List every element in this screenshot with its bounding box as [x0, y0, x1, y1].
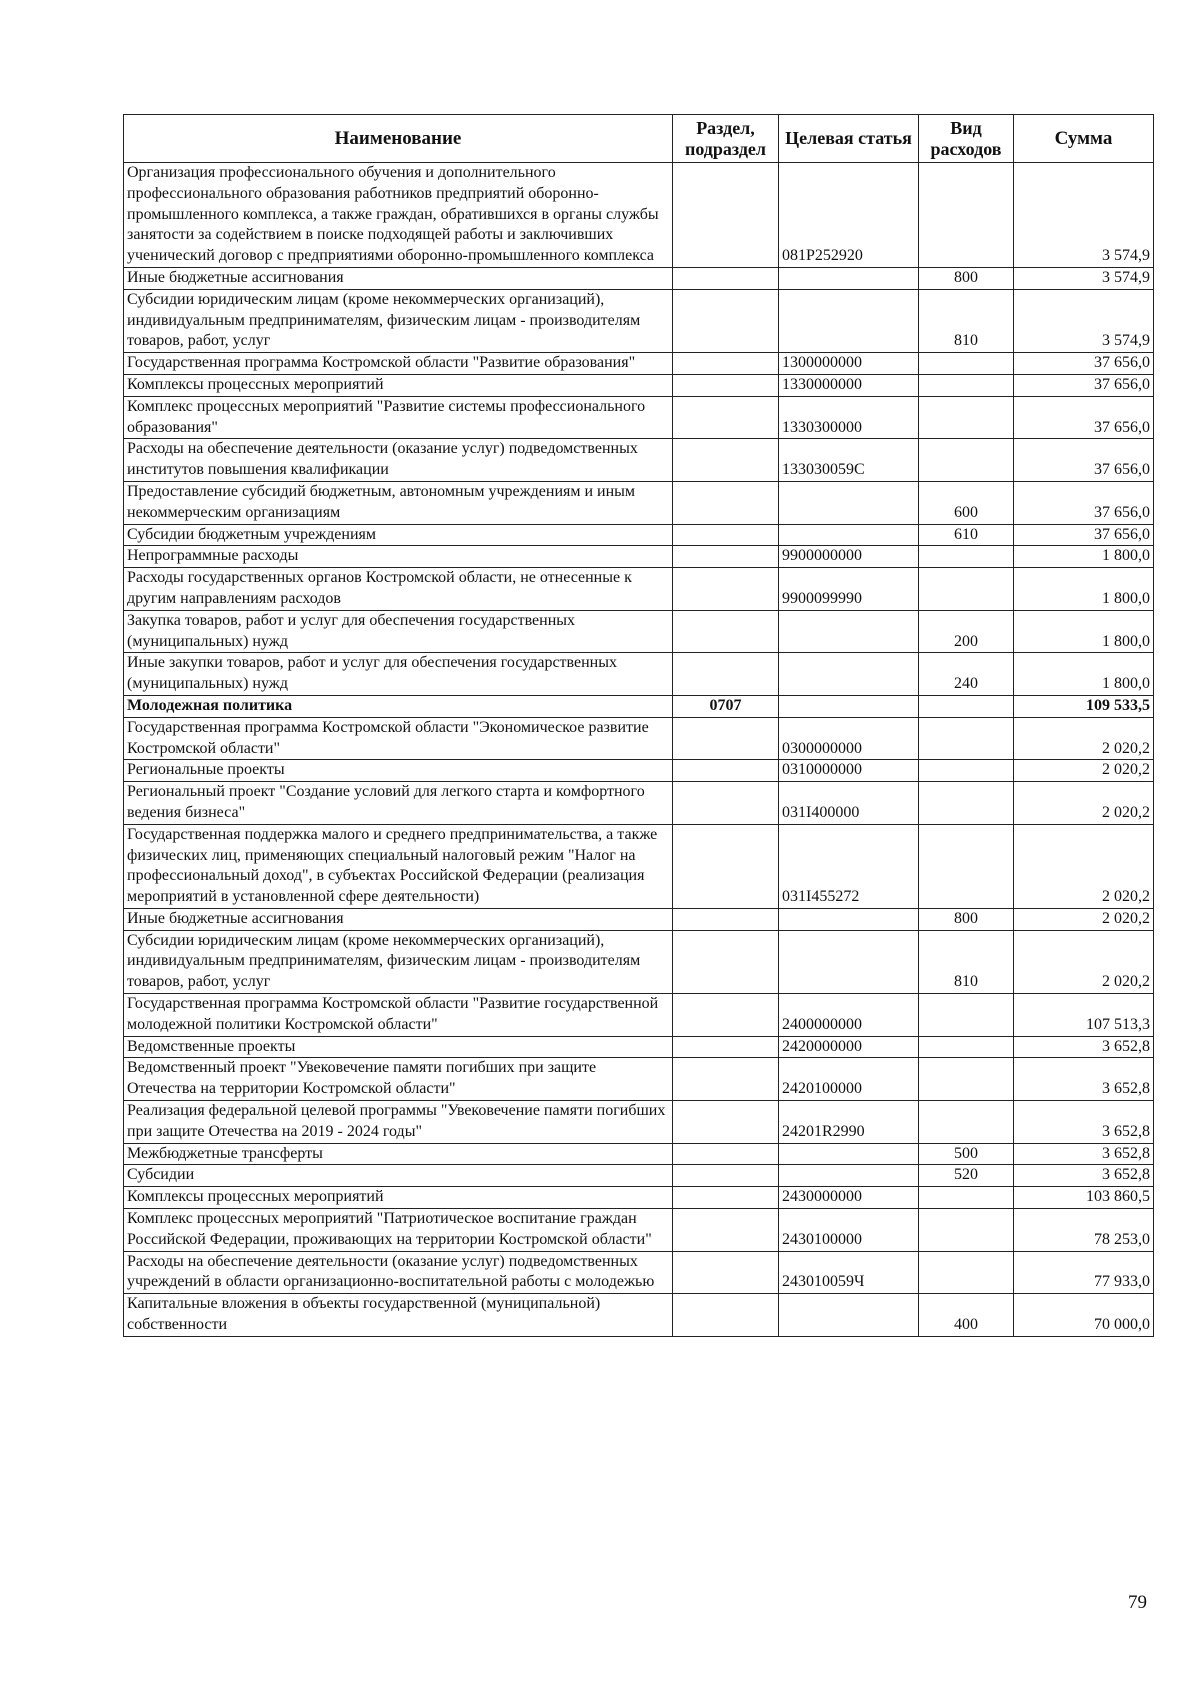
cell-section — [673, 163, 779, 268]
cell-section — [673, 717, 779, 760]
cell-name: Иные бюджетные ассигнования — [124, 267, 673, 289]
table-row — [124, 695, 1154, 717]
cell-name: Комплекс процессных мероприятий "Развитие системы профессионального образования" — [124, 396, 673, 439]
cell-target-code: 2400000000 — [779, 994, 919, 1037]
cell-expense-type — [919, 546, 1014, 568]
cell-section — [673, 1143, 779, 1165]
cell-target-code: 1330000000 — [779, 374, 919, 396]
cell-section — [673, 760, 779, 782]
cell-name: Государственная программа Костромской области "Развитие государственной молодежной политики Костромской области" — [124, 994, 673, 1037]
cell-section — [673, 994, 779, 1037]
cell-section — [673, 824, 779, 908]
cell-expense-type: 800 — [919, 908, 1014, 930]
cell-name: Иные закупки товаров, работ и услуг для обеспечения государственных (муниципальных) нужд — [124, 653, 673, 696]
cell-expense-type — [919, 1187, 1014, 1209]
cell-name: Комплекс процессных мероприятий "Патриотическое воспитание граждан Российской Федерации, проживающих на территории Костромской области" — [124, 1209, 673, 1252]
cell-expense-type — [919, 353, 1014, 375]
cell-target-code: 1330300000 — [779, 396, 919, 439]
cell-sum: 37 656,0 — [1014, 353, 1154, 375]
table-body — [124, 163, 1154, 1337]
cell-name: Предоставление субсидий бюджетным, автономным учреждениям и иным некоммерческим организациям — [124, 481, 673, 524]
table-row — [124, 396, 1154, 439]
table-row — [124, 1209, 1154, 1252]
cell-sum: 2 020,2 — [1014, 782, 1154, 825]
cell-section — [673, 546, 779, 568]
cell-sum: 37 656,0 — [1014, 481, 1154, 524]
cell-section — [673, 1251, 779, 1294]
table-row — [124, 481, 1154, 524]
cell-target-code: 2420000000 — [779, 1036, 919, 1058]
cell-expense-type: 610 — [919, 524, 1014, 546]
table-row — [124, 760, 1154, 782]
cell-sum: 3 574,9 — [1014, 267, 1154, 289]
cell-sum: 2 020,2 — [1014, 717, 1154, 760]
cell-name: Расходы государственных органов Костромской области, не отнесенные к другим направлениям расходов — [124, 568, 673, 611]
cell-name: Организация профессионального обучения и дополнительного профессионального образования работников предприятий оборонно-промышленного комплекса, а также граждан, обратившихся в органы службы занятости за содействием в поиске подходящей работы и заключивших ученический договор с предприятиями оборонно-промышленного комплекса — [124, 163, 673, 268]
table-row — [124, 1143, 1154, 1165]
cell-expense-type: 800 — [919, 267, 1014, 289]
cell-target-code: 0300000000 — [779, 717, 919, 760]
table-row — [124, 1251, 1154, 1294]
cell-target-code: 9900099990 — [779, 568, 919, 611]
cell-target-code — [779, 267, 919, 289]
cell-name: Непрограммные расходы — [124, 546, 673, 568]
cell-name: Субсидии бюджетным учреждениям — [124, 524, 673, 546]
cell-target-code — [779, 610, 919, 653]
cell-expense-type: 810 — [919, 930, 1014, 993]
table-row — [124, 610, 1154, 653]
cell-name: Иные бюджетные ассигнования — [124, 908, 673, 930]
cell-sum: 3 574,9 — [1014, 289, 1154, 352]
cell-target-code: 24201R2990 — [779, 1101, 919, 1144]
cell-expense-type: 520 — [919, 1165, 1014, 1187]
cell-name: Ведомственные проекты — [124, 1036, 673, 1058]
table-row — [124, 717, 1154, 760]
table-row — [124, 289, 1154, 352]
cell-target-code — [779, 930, 919, 993]
cell-sum: 37 656,0 — [1014, 439, 1154, 482]
cell-name: Региональные проекты — [124, 760, 673, 782]
cell-section — [673, 353, 779, 375]
cell-name: Расходы на обеспечение деятельности (оказание услуг) подведомственных учреждений в области организационно-воспитательной работы с молодежью — [124, 1251, 673, 1294]
cell-section — [673, 1165, 779, 1187]
cell-name: Молодежная политика — [124, 695, 673, 717]
cell-target-code: 133030059С — [779, 439, 919, 482]
table-row — [124, 353, 1154, 375]
cell-section — [673, 396, 779, 439]
cell-sum: 2 020,2 — [1014, 908, 1154, 930]
table-row — [124, 994, 1154, 1037]
cell-target-code: 031I400000 — [779, 782, 919, 825]
cell-target-code: 0310000000 — [779, 760, 919, 782]
cell-sum: 1 800,0 — [1014, 610, 1154, 653]
cell-name: Капитальные вложения в объекты государственной (муниципальной) собственности — [124, 1294, 673, 1337]
page-number: 79 — [1128, 1592, 1147, 1613]
cell-sum: 37 656,0 — [1014, 396, 1154, 439]
header-sum: Сумма — [1014, 115, 1154, 163]
table-row — [124, 930, 1154, 993]
cell-sum: 2 020,2 — [1014, 930, 1154, 993]
cell-sum: 109 533,5 — [1014, 695, 1154, 717]
cell-section — [673, 1036, 779, 1058]
cell-section — [673, 439, 779, 482]
cell-name: Реализация федеральной целевой программы "Увековечение памяти погибших при защите Отечества на 2019 - 2024 годы" — [124, 1101, 673, 1144]
cell-target-code: 243010059Ч — [779, 1251, 919, 1294]
cell-name: Субсидии юридическим лицам (кроме некоммерческих организаций), индивидуальным предпринимателям, физическим лицам - производителям товаров, работ, услуг — [124, 930, 673, 993]
table-row — [124, 1294, 1154, 1337]
table-header — [124, 115, 1154, 163]
cell-target-code — [779, 481, 919, 524]
table-row — [124, 1036, 1154, 1058]
table-row — [124, 374, 1154, 396]
cell-name: Комплексы процессных мероприятий — [124, 374, 673, 396]
cell-name: Закупка товаров, работ и услуг для обеспечения государственных (муниципальных) нужд — [124, 610, 673, 653]
cell-name: Государственная программа Костромской области "Развитие образования" — [124, 353, 673, 375]
cell-target-code — [779, 1294, 919, 1337]
cell-sum: 37 656,0 — [1014, 524, 1154, 546]
cell-sum: 3 652,8 — [1014, 1143, 1154, 1165]
cell-expense-type — [919, 439, 1014, 482]
cell-target-code — [779, 695, 919, 717]
cell-section — [673, 908, 779, 930]
cell-expense-type — [919, 1058, 1014, 1101]
cell-sum: 77 933,0 — [1014, 1251, 1154, 1294]
table-row — [124, 653, 1154, 696]
table-row — [124, 267, 1154, 289]
cell-section — [673, 289, 779, 352]
cell-section — [673, 782, 779, 825]
cell-section — [673, 374, 779, 396]
table-row — [124, 1101, 1154, 1144]
cell-sum: 3 652,8 — [1014, 1036, 1154, 1058]
cell-sum: 78 253,0 — [1014, 1209, 1154, 1252]
cell-expense-type: 400 — [919, 1294, 1014, 1337]
table-row — [124, 1058, 1154, 1101]
cell-name: Государственная поддержка малого и среднего предпринимательства, а также физических лиц, применяющих специальный налоговый режим "Налог на профессиональный доход", в субъектах Российской Федерации (реализация мероприятий в установленной сфере деятельности) — [124, 824, 673, 908]
cell-expense-type: 810 — [919, 289, 1014, 352]
cell-name: Ведомственный проект "Увековечение памяти погибших при защите Отечества на территории Костромской области" — [124, 1058, 673, 1101]
cell-target-code: 2430100000 — [779, 1209, 919, 1252]
cell-sum: 107 513,3 — [1014, 994, 1154, 1037]
table-row — [124, 163, 1154, 268]
cell-expense-type: 500 — [919, 1143, 1014, 1165]
cell-section — [673, 930, 779, 993]
cell-target-code: 2430000000 — [779, 1187, 919, 1209]
cell-sum: 2 020,2 — [1014, 760, 1154, 782]
cell-target-code: 9900000000 — [779, 546, 919, 568]
table-row — [124, 568, 1154, 611]
cell-sum: 1 800,0 — [1014, 568, 1154, 611]
cell-expense-type: 200 — [919, 610, 1014, 653]
cell-expense-type: 240 — [919, 653, 1014, 696]
table-row — [124, 1165, 1154, 1187]
table-row — [124, 782, 1154, 825]
cell-expense-type — [919, 782, 1014, 825]
cell-sum: 2 020,2 — [1014, 824, 1154, 908]
cell-expense-type — [919, 760, 1014, 782]
cell-expense-type — [919, 568, 1014, 611]
cell-target-code — [779, 908, 919, 930]
cell-section — [673, 267, 779, 289]
cell-section — [673, 1209, 779, 1252]
cell-expense-type: 600 — [919, 481, 1014, 524]
cell-section — [673, 1101, 779, 1144]
cell-target-code: 2420100000 — [779, 1058, 919, 1101]
cell-target-code — [779, 1165, 919, 1187]
table-row — [124, 524, 1154, 546]
cell-expense-type — [919, 1251, 1014, 1294]
cell-name: Региональный проект "Создание условий для легкого старта и комфортного ведения бизнеса" — [124, 782, 673, 825]
header-section: Раздел, подраздел — [673, 115, 779, 163]
cell-sum: 3 652,8 — [1014, 1165, 1154, 1187]
cell-name: Государственная программа Костромской области "Экономическое развитие Костромской области" — [124, 717, 673, 760]
table-row — [124, 546, 1154, 568]
cell-sum: 1 800,0 — [1014, 546, 1154, 568]
cell-expense-type — [919, 374, 1014, 396]
cell-target-code: 031I455272 — [779, 824, 919, 908]
cell-expense-type — [919, 1101, 1014, 1144]
cell-name: Субсидии — [124, 1165, 673, 1187]
cell-target-code: 1300000000 — [779, 353, 919, 375]
cell-section — [673, 1058, 779, 1101]
cell-name: Расходы на обеспечение деятельности (оказание услуг) подведомственных институтов повышения квалификации — [124, 439, 673, 482]
budget-table — [123, 114, 1154, 1337]
cell-name: Межбюджетные трансферты — [124, 1143, 673, 1165]
cell-expense-type — [919, 163, 1014, 268]
cell-sum: 3 574,9 — [1014, 163, 1154, 268]
cell-expense-type — [919, 1209, 1014, 1252]
cell-expense-type — [919, 717, 1014, 760]
cell-expense-type — [919, 396, 1014, 439]
cell-target-code — [779, 524, 919, 546]
cell-target-code — [779, 653, 919, 696]
cell-name: Комплексы процессных мероприятий — [124, 1187, 673, 1209]
header-type: Вид расходов — [919, 115, 1014, 163]
cell-section — [673, 568, 779, 611]
cell-target-code — [779, 1143, 919, 1165]
cell-sum: 103 860,5 — [1014, 1187, 1154, 1209]
cell-sum: 3 652,8 — [1014, 1101, 1154, 1144]
cell-section — [673, 1294, 779, 1337]
table-row — [124, 1187, 1154, 1209]
cell-section — [673, 610, 779, 653]
cell-section — [673, 1187, 779, 1209]
cell-expense-type — [919, 994, 1014, 1037]
cell-expense-type — [919, 695, 1014, 717]
table-row — [124, 439, 1154, 482]
cell-expense-type — [919, 824, 1014, 908]
cell-target-code: 081Р252920 — [779, 163, 919, 268]
cell-section: 0707 — [673, 695, 779, 717]
table-row — [124, 824, 1154, 908]
cell-sum: 3 652,8 — [1014, 1058, 1154, 1101]
cell-expense-type — [919, 1036, 1014, 1058]
cell-sum: 70 000,0 — [1014, 1294, 1154, 1337]
cell-section — [673, 524, 779, 546]
cell-sum: 1 800,0 — [1014, 653, 1154, 696]
cell-section — [673, 481, 779, 524]
cell-target-code — [779, 289, 919, 352]
cell-section — [673, 653, 779, 696]
header-name: Наименование — [124, 115, 673, 163]
header-target: Целевая статья — [779, 115, 919, 163]
table-row — [124, 908, 1154, 930]
cell-sum: 37 656,0 — [1014, 374, 1154, 396]
cell-name: Субсидии юридическим лицам (кроме некоммерческих организаций), индивидуальным предпринимателям, физическим лицам - производителям товаров, работ, услуг — [124, 289, 673, 352]
